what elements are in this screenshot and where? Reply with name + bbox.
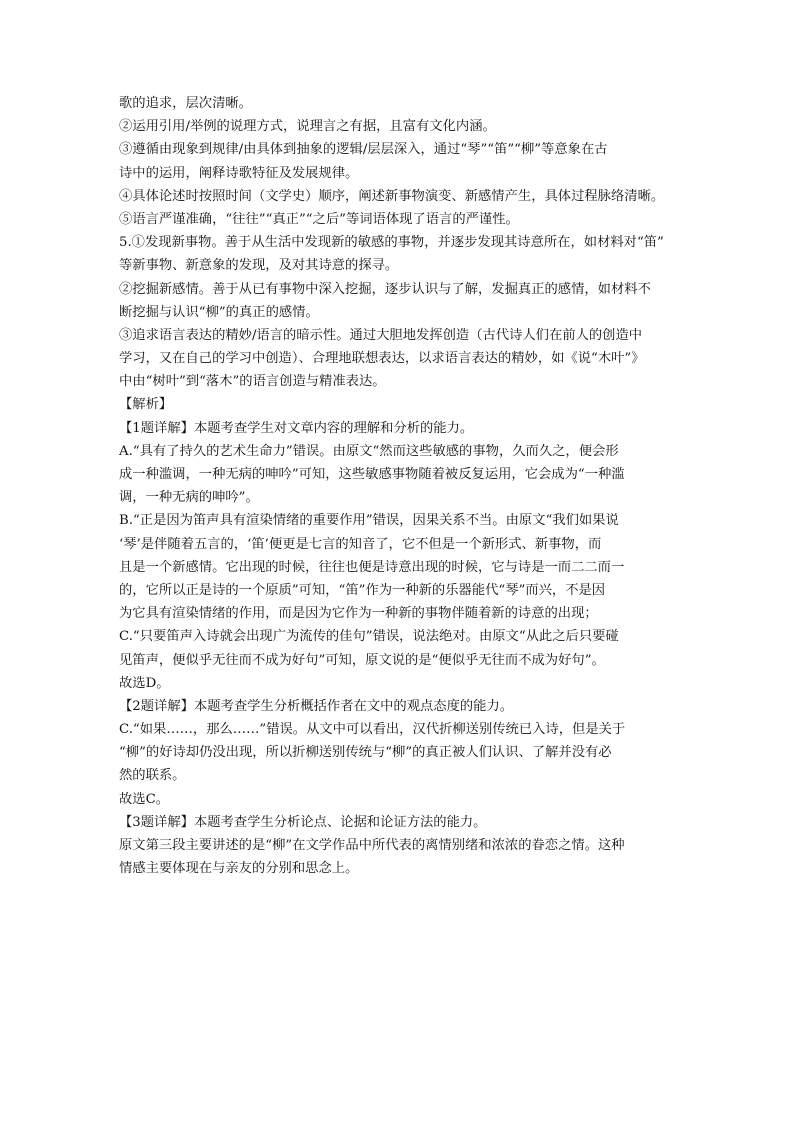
text-line: ‘琴’是伴随着五言的，‘笛’便更是七言的知音了，它不但是一个新形式、新事物，而 (119, 536, 602, 552)
text-line: “柳”的好诗却仍没出现，所以折柳送别传统与“柳”的真正被人们认识、了解并没有必 (119, 745, 612, 761)
text-line: 5.①发现新事物。善于从生活中发现新的敏感的事物，并逐步发现其诗意所在，如材料对“笛” (119, 235, 664, 251)
text-line: ④具体论述时按照时间（文学史）顺序，阐述新事物演变、新感情产生，具体过程脉络清晰。 (119, 188, 665, 204)
text-line: 且是一个新感情。它出现的时候，往往也便是诗意出现的时候，它与诗是一而二二而一 (119, 559, 625, 575)
text-line: ③追求语言表达的精妙/语言的暗示性。通过大胆地发挥创造（古代诗人们在前人的创造中 (119, 327, 643, 343)
text-line: ②运用引用/举例的说理方式，说理言之有据，且富有文化内涵。 (119, 119, 496, 135)
text-line: 成一种滥调，一种无病的呻吟”可知，这些敏感事物随着被反复运用，它会成为“一种滥 (119, 467, 625, 482)
text-line: 等新事物、新意象的发现，及对其诗意的探寻。 (119, 258, 399, 274)
text-line: 【1题详解】本题考查学生对文章内容的理解和分析的能力。 (119, 420, 474, 436)
text-line: 调，一种无病的呻吟”。 (119, 490, 259, 506)
text-line: ③遵循由现象到规律/由具体到抽象的逻辑/层层深入，通过“琴”“笛”“柳”等意象在古 (119, 142, 608, 158)
text-line: 【2题详解】本题考查学生分析概括作者在文中的观点态度的能力。 (119, 698, 514, 714)
text-line: 的，它所以正是诗的一个原质”可知，“笛”作为一种新的乐器能代“琴”而兴，不是因 (119, 582, 606, 598)
text-line: B.“正是因为笛声具有渲染情绪的重要作用”错误，因果关系不当。由原文“我们如果说 (119, 513, 619, 529)
text-line: 【解析】 (119, 397, 173, 413)
text-line: A.“具有了持久的艺术生命力”错误。由原文“然而这些敏感的事物，久而久之，便会形 (119, 443, 619, 459)
text-line: 中由“树叶”到“落木”的语言创造与精准表达。 (119, 374, 386, 390)
text-line: 见笛声，便似乎无往而不成为好句”可知，原文说的是“便似乎无往而不成为好句”。 (119, 652, 605, 668)
text-line: 故选C。 (119, 791, 170, 807)
text-line: 诗中的运用，阐释诗歌特征及发展规律。 (119, 165, 359, 181)
text-line: C.“如果……，那么……”错误。从文中可以看出，汉代折柳送别传统已入诗，但是关于 (119, 722, 626, 738)
text-line: 故选D。 (119, 675, 170, 691)
text-line: 然的联系。 (119, 768, 186, 784)
text-line: 为它具有渲染情绪的作用，而是因为它作为一种新的事物伴随着新的诗意的出现； (119, 606, 598, 622)
text-line: 【3题详解】本题考查学生分析论点、论据和论证方法的能力。 (119, 814, 487, 830)
text-line: 原文第三段主要讲述的是“柳”在文学作品中所代表的离情别绪和浓浓的眷恋之情。这种 (119, 838, 625, 853)
text-line: 断挖掘与认识“柳”的真正的感情。 (119, 304, 319, 320)
document-body (119, 92, 679, 880)
text-line: 情感主要体现在与亲友的分别和思念上。 (119, 861, 359, 877)
text-line: C.“只要笛声入诗就会出现广为流传的佳句”错误，说法绝对。由原文“从此之后只要碰 (119, 629, 619, 645)
text-line: 歌的追求，层次清晰。 (119, 96, 252, 111)
text-line: ②挖掘新感情。善于从已有事物中深入挖掘，逐步认识与了解，发掘真正的感情，如材料不 (119, 281, 651, 297)
text-line: ⑤语言严谨准确，“往往”“真正”“之后”等词语体现了语言的严谨性。 (119, 211, 519, 227)
text-line: 学习，又在自己的学习中创造）、合理地联想表达，以求语言表达的精妙，如《说“木叶”》 (119, 351, 645, 367)
